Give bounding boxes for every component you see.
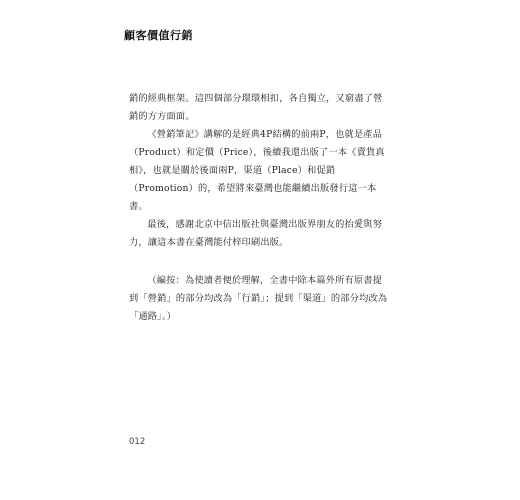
paragraph-marketing-notes: 《營銷筆記》講解的是經典4P結構的前兩P，也就是產品（Product）和定價（Price），後續我還出版了一本《賣貨真相》，也就是關於後面兩P，渠道（Place）和促銷（Promotion）的，希望將來臺灣也能繼續出版發行這一本書。 [129,129,385,212]
page-number: 012 [129,437,146,447]
paragraph-editor-note: （編按：為使讀者便於理解，全書中除本篇外所有原書提到「營銷」的部分均改為「行銷」；提到「渠道」的部分均改為「通路」。） [129,275,388,322]
running-header-title: 顧客價值行銷 [124,29,193,42]
paragraph-spacer [129,252,391,272]
body-text [129,90,391,326]
paragraph-continued: 銷的經典框架。這四個部分環環相扣，各自獨立，又窮盡了營銷的方方面面。 [129,93,383,122]
paragraph-acknowledgements: 最後，感謝北京中信出版社與臺灣出版界朋友的抬愛與努力，讓這本書在臺灣能付梓印刷出版。 [129,219,383,248]
